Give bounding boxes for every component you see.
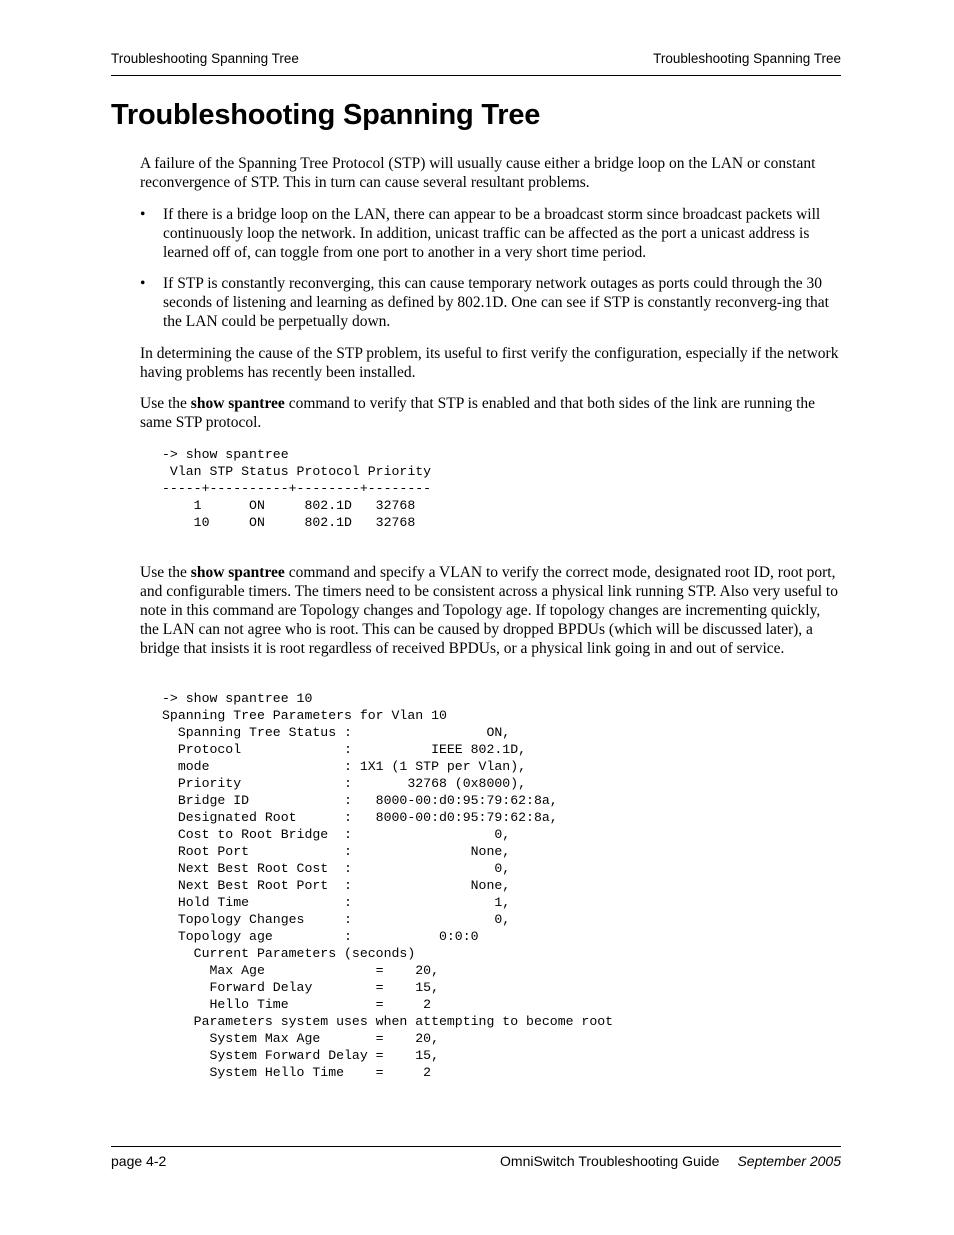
determining-paragraph: [140, 344, 840, 382]
intro-paragraph: [140, 154, 840, 192]
command-name: show spantree: [190, 564, 285, 581]
header-left-title: Troubleshooting Spanning Tree: [111, 51, 299, 66]
bullet-text-2: If STP is constantly reconverging, this can cause temporary network outages as ports could through the 30 seconds of listening and learning as defined by 802.1D. One can see if STP is constantly reconverg-ing that the LAN could be perpetually down.: [163, 275, 829, 330]
page-number: page 4-2: [111, 1153, 167, 1169]
show-spantree-paragraph: [140, 394, 840, 432]
bullet-icon: •: [140, 275, 146, 292]
page-title: Troubleshooting Spanning Tree: [111, 99, 541, 131]
code-block-show-spantree-10: -> show spantree 10 Spanning Tree Parameters for Vlan 10 Spanning Tree Status : ON, Protocol : IEEE 802.1D, mode : 1X1 (1 STP per Vlan), Priority : 32768 (0x8000), Bridge ID : 8000-00:d0:95:79:62:8a, Designated Root : 8000-00:d0:95:79:62:8a, Cost to Root Bridge : 0, Root Port : None, Next Best Root Cost : 0, Next Best Root Port : None, Hold Time : 1, Topology Changes : 0, Topology age : 0:0:0 Current Parameters (seconds) Max Age = 20, Forward Delay = 15, Hello Time = 2 Parameters system uses when attempting to become root System Max Age = 20, System Forward Delay = 15, System Hello Time = 2: [162, 691, 614, 1080]
para-text-end: command and specify a VLAN to verify the correct mode, designated root ID, root port, and configurable timers. The timers need to be consistent across a physical link running STP. Also very useful to note in this command are Topology changes and Topology age. If topology changes are incrementing quickly, the LAN can not agree who is root. This can be caused by dropped BPDUs (which will be discussed later), a bridge that insists it is root regardless of received BPDUs, or a physical link going in and out of service.: [140, 564, 838, 657]
bullet-item-1: [140, 205, 840, 262]
header-right-title: Troubleshooting Spanning Tree: [653, 51, 841, 66]
determining-text: In determining the cause of the STP problem, its useful to first verify the configuration, especially if the network having problems has recently been installed.: [140, 345, 839, 381]
command-name: show spantree: [190, 395, 285, 412]
page-footer: [111, 1146, 841, 1171]
bullet-icon: •: [140, 206, 146, 223]
code-block-show-spantree: -> show spantree Vlan STP Status Protocol Priority -----+----------+--------+-------- 1 ON 802.1D 32768 10 ON 802.1D 32768: [162, 447, 432, 530]
para-text-start: Use the: [140, 395, 191, 412]
para-text-end: command to verify that STP is enabled and that both sides of the link are running the same STP protocol.: [140, 395, 815, 431]
bullet-item-2: [140, 274, 840, 331]
running-header: [111, 51, 841, 76]
intro-text: A failure of the Spanning Tree Protocol (STP) will usually cause either a bridge loop on the LAN or constant reconvergence of STP. This in turn can cause several resultant problems.: [140, 155, 816, 191]
publication-date: September 2005: [737, 1153, 841, 1169]
para-text-start: Use the: [140, 564, 191, 581]
footer-right: [500, 1153, 841, 1169]
bullet-text-1: If there is a bridge loop on the LAN, there can appear to be a broadcast storm since broadcast packets will continuously loop the network. In addition, unicast traffic can be affected as the port a unicast address is learned off of, can toggle from one port to another in a very short time period.: [163, 206, 821, 261]
guide-title: OmniSwitch Troubleshooting Guide: [500, 1153, 720, 1169]
show-spantree-vlan-paragraph: [140, 563, 840, 658]
